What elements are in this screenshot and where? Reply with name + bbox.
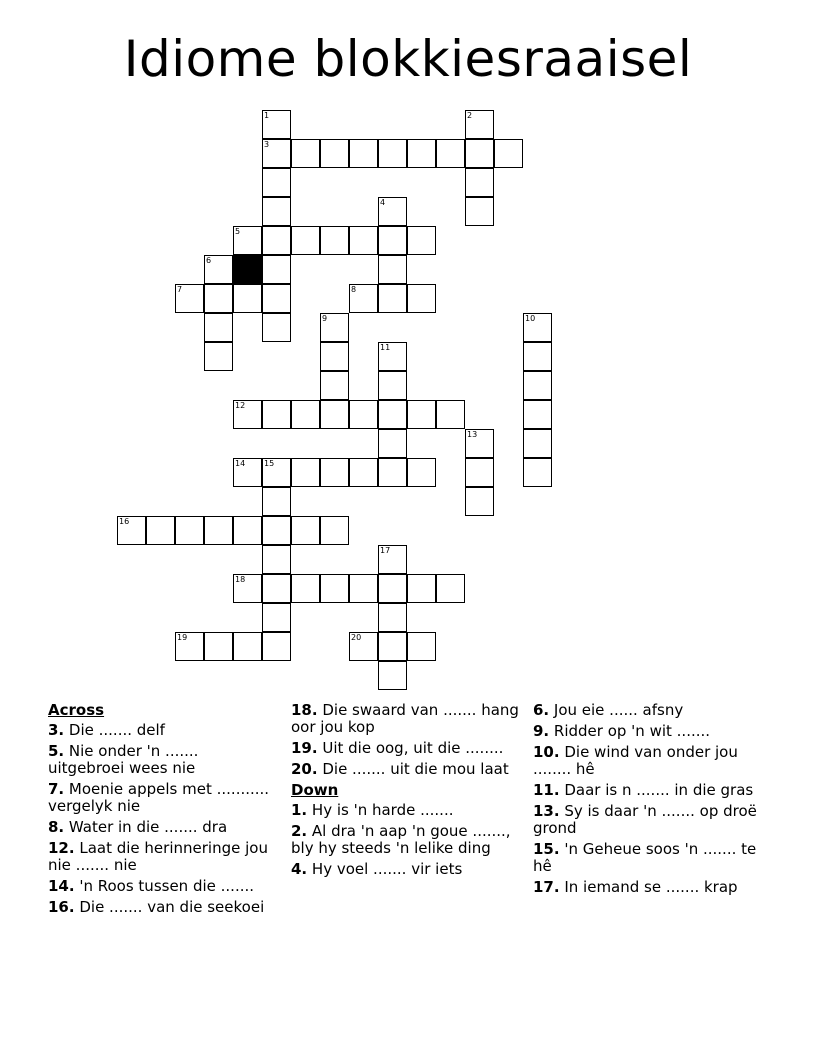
clue-number: 6: [206, 256, 212, 265]
grid-cell[interactable]: [407, 139, 436, 168]
grid-cell[interactable]: [407, 458, 436, 487]
clue-number: 15: [264, 459, 275, 468]
grid-cell[interactable]: [378, 429, 407, 458]
clue-item-number: 17.: [533, 878, 560, 896]
grid-cell[interactable]: [349, 284, 378, 313]
clue-number: 5: [235, 227, 241, 236]
clue-number: 13: [467, 430, 478, 439]
clues-column-3: [533, 702, 765, 900]
grid-cell[interactable]: [233, 400, 262, 429]
clue-number: 12: [235, 401, 246, 410]
clue-number: 16: [119, 517, 130, 526]
grid-cell[interactable]: [291, 516, 320, 545]
grid-cell[interactable]: [233, 632, 262, 661]
grid-cell[interactable]: [320, 226, 349, 255]
grid-cell[interactable]: [262, 545, 291, 574]
clue-number: 7: [177, 285, 183, 294]
clue-item-number: 3.: [48, 721, 65, 739]
grid-cell[interactable]: [262, 139, 291, 168]
grid-cell[interactable]: [262, 574, 291, 603]
grid-cell[interactable]: [378, 197, 407, 226]
clue-item-number: 4.: [291, 860, 308, 878]
grid-cell[interactable]: [320, 371, 349, 400]
clue-number: 20: [351, 633, 362, 642]
grid-cell[interactable]: [233, 284, 262, 313]
grid-cell[interactable]: [146, 516, 175, 545]
grid-cell[interactable]: [262, 255, 291, 284]
page-title: Idiome blokkiesraaisel: [123, 30, 693, 88]
grid-cell[interactable]: [407, 284, 436, 313]
grid-cell[interactable]: [378, 661, 407, 690]
clue-item: [48, 819, 276, 836]
clue-number: 1: [264, 111, 270, 120]
grid-cell[interactable]: [262, 284, 291, 313]
clue-item: [291, 761, 523, 778]
clue-number: 19: [177, 633, 188, 642]
grid-cell[interactable]: [378, 284, 407, 313]
grid-cell[interactable]: [291, 226, 320, 255]
clue-item: [48, 781, 276, 815]
clue-item: [533, 803, 765, 837]
clue-item: [48, 722, 276, 739]
grid-cell[interactable]: [204, 632, 233, 661]
grid-cell[interactable]: [378, 342, 407, 371]
grid-cell[interactable]: [349, 574, 378, 603]
clue-item: [291, 702, 523, 736]
clue-item-text: In iemand se ....... krap: [559, 878, 738, 896]
grid-cell[interactable]: [262, 313, 291, 342]
grid-cell[interactable]: [262, 603, 291, 632]
grid-cell[interactable]: [436, 139, 465, 168]
grid-cell[interactable]: [175, 284, 204, 313]
grid-cell[interactable]: [407, 632, 436, 661]
grid-cell[interactable]: [378, 458, 407, 487]
clue-item: [533, 841, 765, 875]
grid-cell[interactable]: [233, 574, 262, 603]
clue-item-text: Moenie appels met ........... vergelyk nie: [48, 780, 270, 815]
grid-cell[interactable]: [465, 139, 494, 168]
grid-cell[interactable]: [378, 400, 407, 429]
grid-cell[interactable]: [291, 458, 320, 487]
grid-cell[interactable]: [262, 632, 291, 661]
clue-number: 10: [525, 314, 536, 323]
grid-cell[interactable]: [175, 516, 204, 545]
grid-cell[interactable]: [349, 139, 378, 168]
grid-cell[interactable]: [494, 139, 523, 168]
clue-item-number: 14.: [48, 877, 75, 895]
grid-cell[interactable]: [204, 516, 233, 545]
clue-item-number: 13.: [533, 802, 560, 820]
clue-item: [533, 782, 765, 799]
clue-item-number: 5.: [48, 742, 65, 760]
clue-item-number: 11.: [533, 781, 560, 799]
clue-item-text: Ridder op 'n wit .......: [549, 722, 711, 740]
grid-cell[interactable]: [523, 429, 552, 458]
grid-cell[interactable]: [378, 632, 407, 661]
grid-cell[interactable]: [320, 400, 349, 429]
grid-cell[interactable]: [233, 226, 262, 255]
clue-item-text: Uit die oog, uit die ........: [317, 739, 504, 757]
grid-cell[interactable]: [407, 226, 436, 255]
clue-item-text: Die ....... uit die mou laat: [317, 760, 509, 778]
clue-item-text: Jou eie ...... afsny: [549, 701, 684, 719]
clue-number: 3: [264, 140, 270, 149]
grid-cell[interactable]: [465, 458, 494, 487]
grid-cell[interactable]: [320, 458, 349, 487]
clue-item: [48, 878, 276, 895]
grid-cell[interactable]: [465, 168, 494, 197]
clue-item: [291, 823, 523, 857]
grid-cell[interactable]: [320, 342, 349, 371]
grid-cell[interactable]: [407, 400, 436, 429]
grid-cell[interactable]: [117, 516, 146, 545]
grid-cell[interactable]: [523, 458, 552, 487]
grid-cell[interactable]: [465, 429, 494, 458]
clue-item: [48, 840, 276, 874]
grid-cell[interactable]: [262, 458, 291, 487]
clues-column-2: [291, 702, 523, 882]
grid-cell[interactable]: [349, 458, 378, 487]
clue-item-text: Die ....... van die seekoei: [74, 898, 265, 916]
clue-item: [533, 879, 765, 896]
clue-item-text: 'n Roos tussen die .......: [74, 877, 255, 895]
clue-item: [533, 744, 765, 778]
grid-cell[interactable]: [349, 632, 378, 661]
clue-item-number: 12.: [48, 839, 75, 857]
grid-cell[interactable]: [407, 574, 436, 603]
grid-cell[interactable]: [320, 574, 349, 603]
grid-cell[interactable]: [320, 516, 349, 545]
grid-cell[interactable]: [262, 226, 291, 255]
grid-cell[interactable]: [378, 603, 407, 632]
clue-item-text: Hy is 'n harde .......: [307, 801, 454, 819]
clue-item-text: Sy is daar 'n ....... op droë grond: [533, 802, 757, 837]
down-heading: Down: [291, 781, 339, 799]
clue-item: [291, 861, 523, 878]
clue-number: 4: [380, 198, 386, 207]
grid-cell[interactable]: [465, 487, 494, 516]
clue-item: [48, 743, 276, 777]
grid-cell[interactable]: [349, 226, 378, 255]
grid-cell[interactable]: [291, 574, 320, 603]
grid-cell[interactable]: [233, 516, 262, 545]
clue-item-text: Al dra 'n aap 'n goue ......., bly hy steeds 'n lelike ding: [291, 822, 511, 857]
clue-item-number: 18.: [291, 701, 318, 719]
grid-cell[interactable]: [436, 400, 465, 429]
clue-item-number: 8.: [48, 818, 65, 836]
grid-cell[interactable]: [262, 110, 291, 139]
grid-cell[interactable]: [175, 632, 204, 661]
grid-cell[interactable]: [378, 574, 407, 603]
clue-item-number: 15.: [533, 840, 560, 858]
grid-cell[interactable]: [378, 255, 407, 284]
grid-cell[interactable]: [291, 400, 320, 429]
grid-cell[interactable]: [204, 255, 233, 284]
clue-item: [291, 740, 523, 757]
clue-item-number: 20.: [291, 760, 318, 778]
clue-item-text: Daar is n ....... in die gras: [559, 781, 754, 799]
clue-item-number: 16.: [48, 898, 75, 916]
clue-number: 18: [235, 575, 246, 584]
clue-item-number: 7.: [48, 780, 65, 798]
grid-cell-black: [233, 255, 262, 284]
clue-item: [533, 702, 765, 719]
grid-cell[interactable]: [523, 342, 552, 371]
grid-cell[interactable]: [523, 313, 552, 342]
clue-item-number: 1.: [291, 801, 308, 819]
grid-cell[interactable]: [436, 574, 465, 603]
clue-item-text: Die wind van onder jou ........ hê: [533, 743, 738, 778]
clues-column-1: [48, 702, 276, 920]
grid-cell[interactable]: [204, 284, 233, 313]
grid-cell[interactable]: [233, 458, 262, 487]
grid-cell[interactable]: [291, 139, 320, 168]
clue-item-text: Water in die ....... dra: [64, 818, 228, 836]
clue-item-text: Laat die herinneringe jou nie ....... nie: [48, 839, 268, 874]
clue-number: 11: [380, 343, 391, 352]
clue-number: 8: [351, 285, 357, 294]
grid-cell[interactable]: [320, 139, 349, 168]
grid-cell[interactable]: [262, 487, 291, 516]
grid-cell[interactable]: [204, 342, 233, 371]
clue-number: 17: [380, 546, 391, 555]
grid-cell[interactable]: [262, 168, 291, 197]
grid-cell[interactable]: [523, 400, 552, 429]
clue-item-number: 9.: [533, 722, 550, 740]
grid-cell[interactable]: [378, 226, 407, 255]
clue-item-number: 2.: [291, 822, 308, 840]
grid-cell[interactable]: [349, 400, 378, 429]
grid-cell[interactable]: [465, 110, 494, 139]
grid-cell[interactable]: [262, 516, 291, 545]
clue-number: 9: [322, 314, 328, 323]
clue-item-text: Hy voel ....... vir iets: [307, 860, 463, 878]
grid-cell[interactable]: [378, 371, 407, 400]
clue-item-number: 10.: [533, 743, 560, 761]
clue-item: [533, 723, 765, 740]
clue-item-number: 6.: [533, 701, 550, 719]
clue-item: [48, 899, 276, 916]
grid-cell[interactable]: [204, 313, 233, 342]
clue-number: 14: [235, 459, 246, 468]
grid-cell[interactable]: [378, 139, 407, 168]
clue-item-text: Nie onder 'n ....... uitgebroei wees nie: [48, 742, 199, 777]
grid-cell[interactable]: [523, 371, 552, 400]
clue-item-text: 'n Geheue soos 'n ....... te hê: [533, 840, 757, 875]
grid-cell[interactable]: [465, 197, 494, 226]
grid-cell[interactable]: [320, 313, 349, 342]
clue-item-number: 19.: [291, 739, 318, 757]
clue-number: 2: [467, 111, 473, 120]
grid-cell[interactable]: [262, 400, 291, 429]
clue-item-text: Die swaard van ....... hang oor jou kop: [291, 701, 519, 736]
clue-item-text: Die ....... delf: [64, 721, 165, 739]
across-heading: Across: [48, 701, 105, 719]
grid-cell[interactable]: [262, 197, 291, 226]
clue-item: [291, 802, 523, 819]
grid-cell[interactable]: [378, 545, 407, 574]
